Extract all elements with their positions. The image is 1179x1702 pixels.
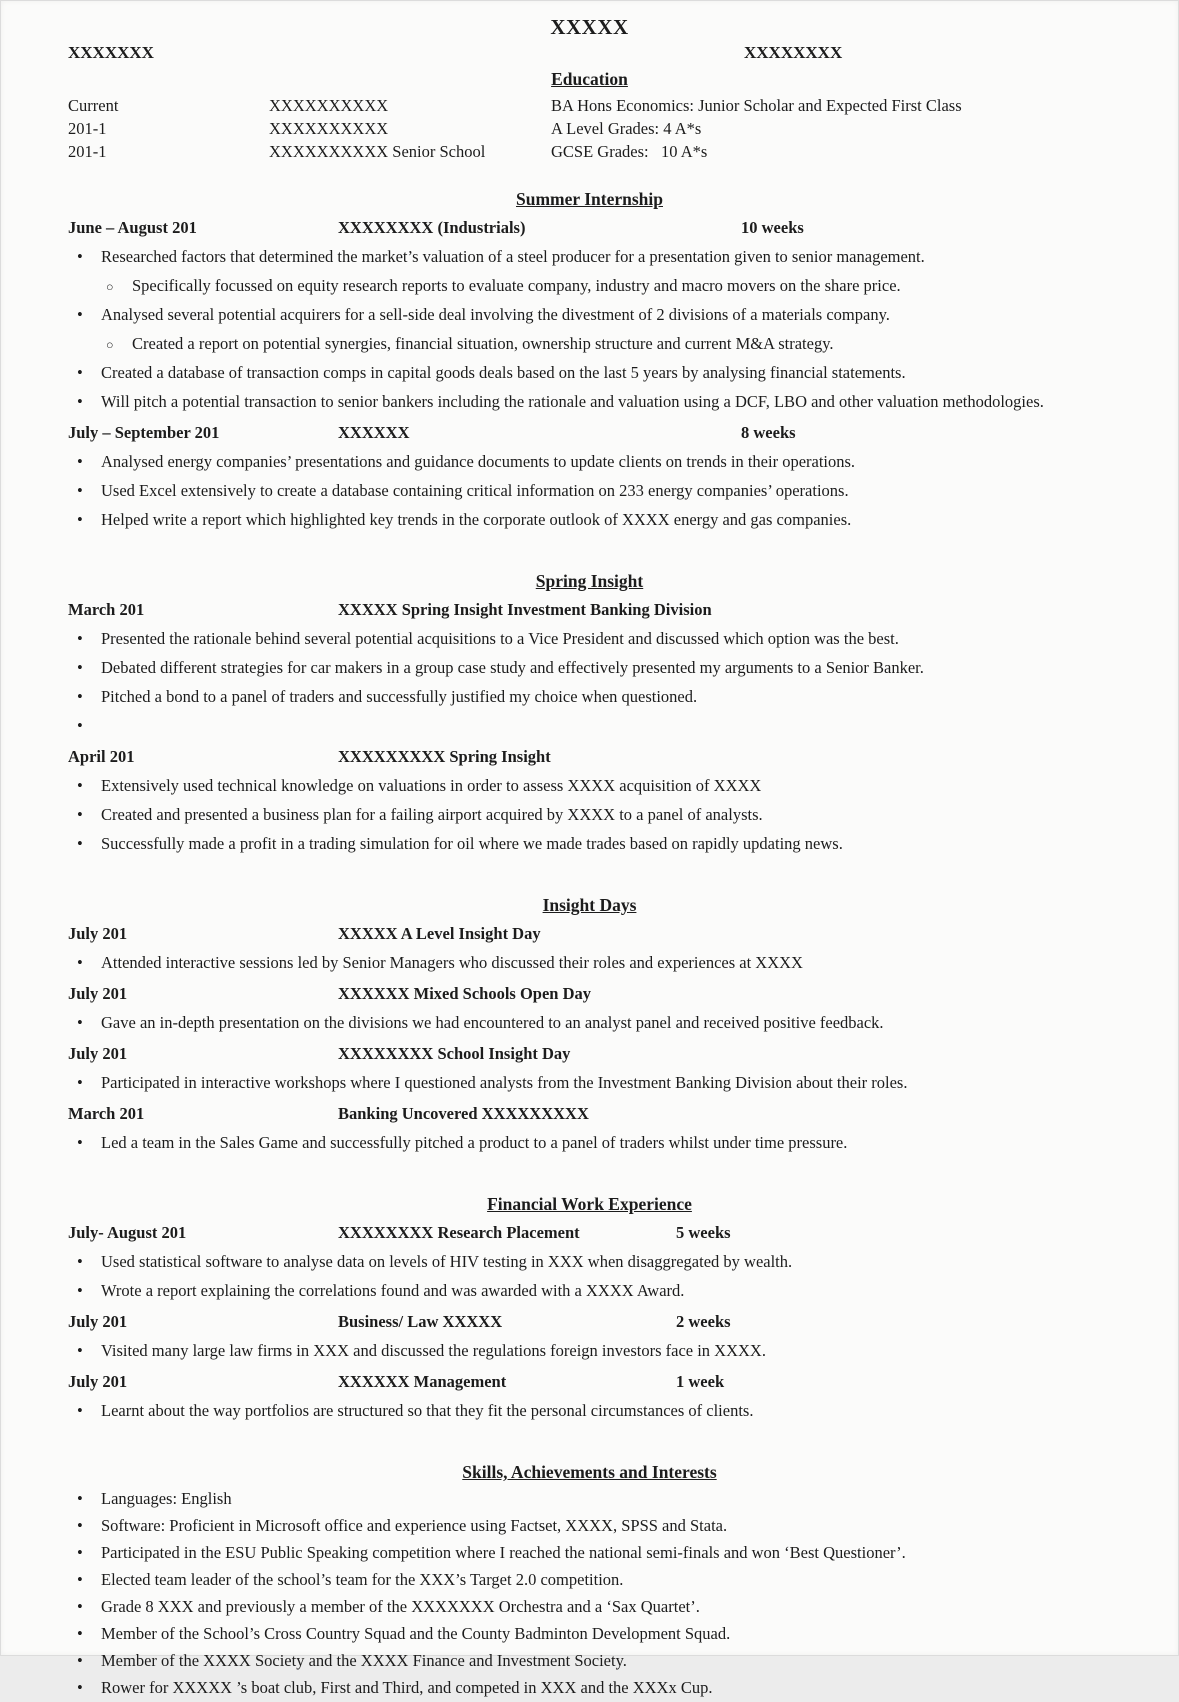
contact-left: XXXXXXX — [68, 43, 154, 62]
section-insight-days — [68, 895, 1111, 1156]
section-heading-spring-insight: Spring Insight — [535, 571, 644, 591]
entry-date: March 201 — [68, 1104, 145, 1123]
entry-organisation: XXXXXXXX School Insight Day — [338, 1044, 571, 1063]
entry-organisation: XXXXXX Mixed Schools Open Day — [338, 984, 592, 1003]
entry-header — [68, 923, 1111, 945]
entry-header — [68, 746, 1111, 768]
bullet-item: • Helped write a report which highlighted key trends in the corporate outlook of XXXX energy and gas companies. — [68, 507, 1111, 533]
entry-duration: 8 weeks — [741, 423, 796, 442]
section-summer-internship — [68, 189, 1111, 533]
bullet-item: • Wrote a report explaining the correlations found and was awarded with a XXXX Award. — [68, 1278, 1111, 1304]
skill-item: • Participated in the ESU Public Speaking competition where I reached the national semi-finals and won ‘Best Questioner’. — [68, 1541, 1111, 1567]
entry-organisation: XXXXXX Management — [338, 1372, 507, 1391]
entry-date: April 201 — [68, 747, 135, 766]
bullet-item: • Created and presented a business plan for a failing airport acquired by XXXX to a panel of analysts. — [68, 802, 1111, 828]
section-heading-financial-work-experience: Financial Work Experience — [487, 1194, 692, 1214]
bullet-item: • Extensively used technical knowledge on valuations in order to assess XXXX acquisition of XXXX — [68, 773, 1111, 799]
bullet-item: • Used Excel extensively to create a database containing critical information on 233 energy companies’ operations. — [68, 478, 1111, 504]
education-date: 201-1 — [68, 119, 107, 138]
section-skills — [68, 1462, 1111, 1702]
bullet-item: • Created a database of transaction comps in capital goods deals based on the last 5 years by analysing financial statements. — [68, 360, 1111, 386]
bullet-item-empty — [68, 713, 1111, 739]
education-detail: A Level Grades: 4 A*s — [551, 119, 702, 138]
entry-organisation: Business/ Law XXXXX — [338, 1312, 503, 1331]
entry-header — [68, 1371, 1111, 1393]
bullet-item: • Will pitch a potential transaction to senior bankers including the rationale and valuation using a DCF, LBO and other valuation methodologies. — [68, 389, 1111, 415]
section-spring-insight — [68, 571, 1111, 857]
section-heading-education: Education — [551, 69, 628, 89]
education-institution: XXXXXXXXXX Senior School — [269, 142, 486, 161]
skill-item: • Member of the XXXX Society and the XXXX Finance and Investment Society. — [68, 1649, 1111, 1675]
section-heading-summer-internship: Summer Internship — [516, 189, 663, 209]
education-date: Current — [68, 96, 119, 115]
contact-right: XXXXXXXX — [744, 43, 843, 62]
skill-item: • Languages: English — [68, 1487, 1111, 1513]
skill-item: • Elected team leader of the school’s team for the XXX’s Target 2.0 competition. — [68, 1568, 1111, 1594]
entry-date: July 201 — [68, 1044, 128, 1063]
bullet-item: • Used statistical software to analyse data on levels of HIV testing in XXX when disaggregated by wealth. — [68, 1249, 1111, 1275]
entry-date: July 201 — [68, 984, 128, 1003]
candidate-name: XXXXX — [550, 15, 629, 39]
bullet-item: • Attended interactive sessions led by Senior Managers who discussed their roles and experiences at XXXX — [68, 950, 1111, 976]
skill-item: • Grade 8 XXX and previously a member of the XXXXXXX Orchestra and a ‘Sax Quartet’. — [68, 1595, 1111, 1621]
entry-header — [68, 599, 1111, 621]
education-institution: XXXXXXXXXX — [269, 119, 389, 138]
entry-date: July 201 — [68, 1372, 128, 1391]
bullet-item: • Successfully made a profit in a trading simulation for oil where we made trades based on rapidly updating news. — [68, 831, 1111, 857]
entry-date: June – August 201 — [68, 218, 197, 237]
entry-header — [68, 1043, 1111, 1065]
entry-header — [68, 1311, 1111, 1333]
bullet-item: • Debated different strategies for car makers in a group case study and effectively presented my arguments to a Senior Banker. — [68, 655, 1111, 681]
entry-date: July 201 — [68, 1312, 128, 1331]
section-heading-skills: Skills, Achievements and Interests — [462, 1462, 717, 1482]
skill-item: • Software: Proficient in Microsoft office and experience using Factset, XXXX, SPSS and Stata. — [68, 1514, 1111, 1540]
entry-organisation: Banking Uncovered XXXXXXXXX — [338, 1104, 589, 1123]
entry-organisation: XXXXXXXX Research Placement — [338, 1223, 580, 1242]
sub-bullet-item: ○ Created a report on potential synergies, financial situation, ownership structure and current M&A strategy. — [68, 331, 1111, 357]
section-heading-insight-days: Insight Days — [542, 895, 637, 915]
education-row — [68, 117, 1111, 140]
entry-date: July – September 201 — [68, 423, 220, 442]
entry-organisation: XXXXXX — [338, 423, 410, 442]
bullet-item: • Analysed energy companies’ presentations and guidance documents to update clients on trends in their operations. — [68, 449, 1111, 475]
entry-header — [68, 422, 1111, 444]
skill-item: • Rower for XXXXX ’s boat club, First and Third, and competed in XXX and the XXXx Cup. — [68, 1676, 1111, 1702]
entry-organisation: XXXXXXXX (Industrials) — [338, 218, 526, 237]
entry-organisation: XXXXX A Level Insight Day — [338, 924, 541, 943]
bullet-item: • Participated in interactive workshops where I questioned analysts from the Investment Banking Division about their roles. — [68, 1070, 1111, 1096]
bullet-item: • Presented the rationale behind several potential acquisitions to a Vice President and discussed which option was the best. — [68, 626, 1111, 652]
entry-header — [68, 1103, 1111, 1125]
bullet-item: • Visited many large law firms in XXX and discussed the regulations foreign investors face in XXXX. — [68, 1338, 1111, 1364]
education-institution: XXXXXXXXXX — [269, 96, 389, 115]
entry-organisation: XXXXX Spring Insight Investment Banking Division — [338, 600, 712, 619]
contact-row — [68, 43, 1111, 69]
education-row — [68, 94, 1111, 117]
education-row — [68, 140, 1111, 163]
education-table — [68, 94, 1111, 163]
sub-bullet-item: ○ Specifically focussed on equity research reports to evaluate company, industry and macro movers on the share price. — [68, 273, 1111, 299]
bullet-item: • Led a team in the Sales Game and successfully pitched a product to a panel of traders whilst under time pressure. — [68, 1130, 1111, 1156]
education-detail: BA Hons Economics: Junior Scholar and Expected First Class — [551, 96, 962, 115]
education-detail: GCSE Grades: 10 A*s — [551, 142, 708, 161]
bullet-item: • Researched factors that determined the market’s valuation of a steel producer for a presentation given to senior management. — [68, 244, 1111, 270]
bullet-item: • Gave an in-depth presentation on the divisions we had encountered to an analyst panel and received positive feedback. — [68, 1010, 1111, 1036]
entry-date: March 201 — [68, 600, 145, 619]
entry-header — [68, 217, 1111, 239]
bullet-item: • Learnt about the way portfolios are structured so that they fit the personal circumstances of clients. — [68, 1398, 1111, 1424]
section-financial-work-experience — [68, 1194, 1111, 1424]
entry-date: July- August 201 — [68, 1223, 187, 1242]
skill-item: • Member of the School’s Cross Country Squad and the County Badminton Development Squad. — [68, 1622, 1111, 1648]
entry-duration: 1 week — [676, 1372, 725, 1391]
entry-duration: 5 weeks — [676, 1223, 731, 1242]
bullet-item: • Pitched a bond to a panel of traders and successfully justified my choice when questioned. — [68, 684, 1111, 710]
education-date: 201-1 — [68, 142, 107, 161]
entry-date: July 201 — [68, 924, 128, 943]
entry-header — [68, 1222, 1111, 1244]
entry-duration: 2 weeks — [676, 1312, 731, 1331]
bullet-item: • Analysed several potential acquirers for a sell-side deal involving the divestment of 2 divisions of a materials company. — [68, 302, 1111, 328]
entry-organisation: XXXXXXXXX Spring Insight — [338, 747, 551, 766]
entry-duration: 10 weeks — [741, 218, 804, 237]
entry-header — [68, 983, 1111, 1005]
